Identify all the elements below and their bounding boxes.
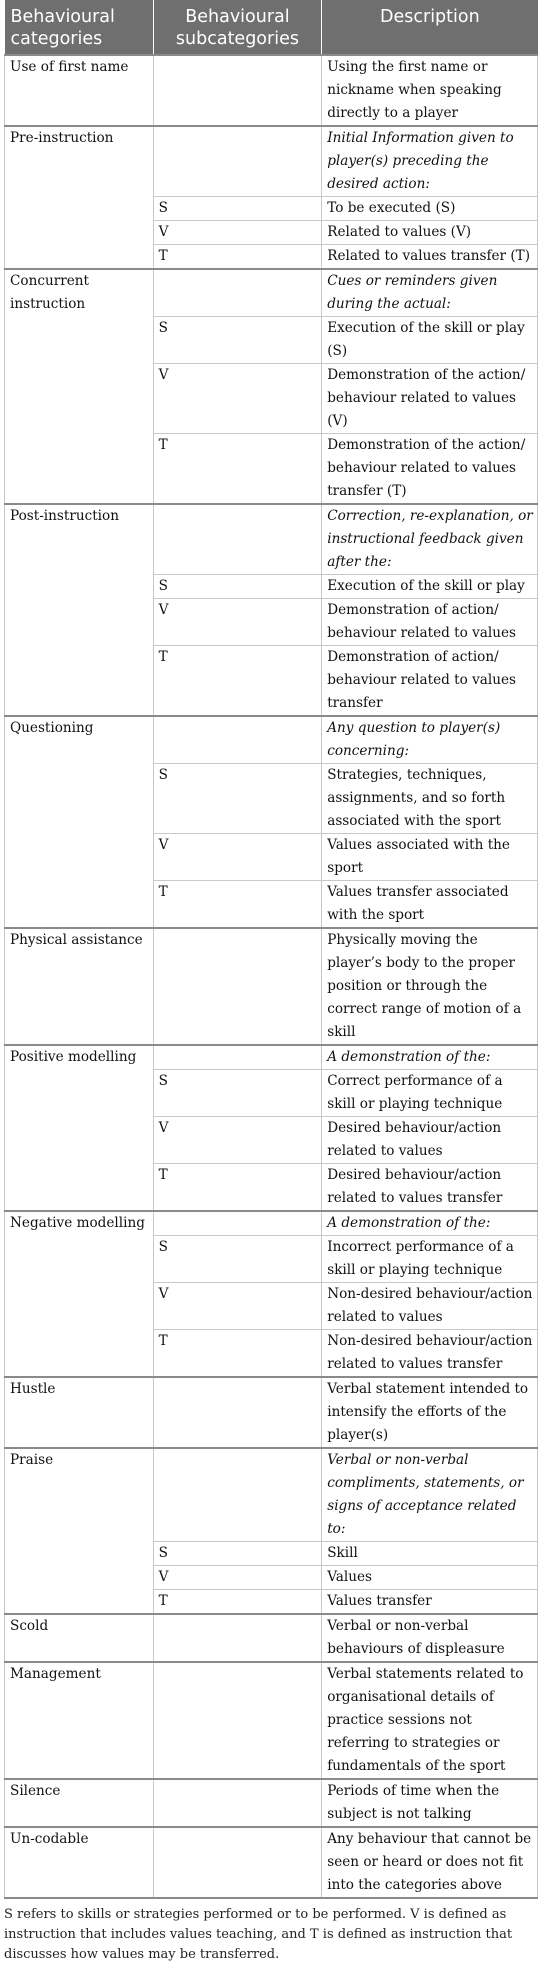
category-cell: Positive modelling xyxy=(5,1045,154,1211)
category-cell: Scold xyxy=(5,1614,154,1662)
description-cell: Using the first name or nickname when speaking directly to a player xyxy=(322,55,538,126)
table-row xyxy=(5,1448,538,1542)
category-cell: Negative modelling xyxy=(5,1211,154,1377)
subcategory-cell xyxy=(153,1662,322,1779)
table-row xyxy=(5,1045,538,1070)
description-cell: Demonstration of the action/ behaviour related to values (V) xyxy=(322,364,538,434)
table-row xyxy=(5,269,538,317)
subcategory-cell: V xyxy=(153,1117,322,1164)
table-footnote: S refers to skills or strategies performed or to be performed. V is defined as instruction that includes values teaching, and T is defined as instruction that discusses how values may be transferred. xyxy=(4,1907,513,1962)
category-cell: Un-codable xyxy=(5,1827,154,1898)
category-cell: Praise xyxy=(5,1448,154,1614)
category-cell: Pre-instruction xyxy=(5,126,154,269)
subcategory-cell: V xyxy=(153,1283,322,1330)
subcategory-cell: T xyxy=(153,1330,322,1378)
table-row xyxy=(5,1211,538,1236)
subcategory-cell: T xyxy=(153,1590,322,1615)
description-cell: Verbal statements related to organisational details of practice sessions not referring to strategies or fundamentals of the sport xyxy=(322,1662,538,1779)
table-row xyxy=(5,928,538,1045)
subcategory-cell xyxy=(153,1779,322,1827)
subcategory-cell: S xyxy=(153,1236,322,1283)
subcategory-cell: T xyxy=(153,434,322,505)
subcategory-cell xyxy=(153,1448,322,1542)
description-cell: Incorrect performance of a skill or playing technique xyxy=(322,1236,538,1283)
description-cell: Execution of the skill or play (S) xyxy=(322,317,538,364)
description-cell: Non-desired behaviour/action related to values transfer xyxy=(322,1330,538,1378)
header-row xyxy=(5,0,538,55)
description-cell: Physically moving the player’s body to the proper position or through the correct range of motion of a skill xyxy=(322,928,538,1045)
description-cell: Values transfer xyxy=(322,1590,538,1615)
description-cell: Demonstration of action/ behaviour related to values xyxy=(322,599,538,646)
subcategory-cell xyxy=(153,1377,322,1448)
header-categories: Behavioural categories xyxy=(5,0,154,55)
header-description: Description xyxy=(322,0,538,55)
description-cell: A demonstration of the: xyxy=(322,1211,538,1236)
description-cell: To be executed (S) xyxy=(322,197,538,221)
subcategory-cell xyxy=(153,716,322,764)
category-cell: Management xyxy=(5,1662,154,1779)
table-body xyxy=(5,55,538,1898)
table-row xyxy=(5,1614,538,1662)
subcategory-cell xyxy=(153,1211,322,1236)
category-cell: Post-instruction xyxy=(5,504,154,716)
description-cell: Related to values (V) xyxy=(322,221,538,245)
description-cell: Any question to player(s) concerning: xyxy=(322,716,538,764)
table-row xyxy=(5,1662,538,1779)
description-cell: A demonstration of the: xyxy=(322,1045,538,1070)
description-cell: Desired behaviour/action related to values xyxy=(322,1117,538,1164)
subcategory-cell: V xyxy=(153,599,322,646)
category-cell: Physical assistance xyxy=(5,928,154,1045)
behaviour-table xyxy=(4,0,538,1899)
subcategory-cell: V xyxy=(153,221,322,245)
table-row xyxy=(5,1377,538,1448)
description-cell: Verbal or non-verbal behaviours of displeasure xyxy=(322,1614,538,1662)
subcategory-cell: S xyxy=(153,1542,322,1566)
description-cell: Correction, re-explanation, or instructional feedback given after the: xyxy=(322,504,538,575)
description-cell: Any behaviour that cannot be seen or heard or does not fit into the categories above xyxy=(322,1827,538,1898)
subcategory-cell xyxy=(153,1614,322,1662)
description-cell: Desired behaviour/action related to values transfer xyxy=(322,1164,538,1212)
subcategory-cell: T xyxy=(153,646,322,717)
description-cell: Periods of time when the subject is not talking xyxy=(322,1779,538,1827)
subcategory-cell: T xyxy=(153,1164,322,1212)
subcategory-cell xyxy=(153,269,322,317)
description-cell: Demonstration of action/ behaviour related to values transfer xyxy=(322,646,538,717)
description-cell: Strategies, techniques, assignments, and so forth associated with the sport xyxy=(322,764,538,834)
description-cell: Non-desired behaviour/action related to values xyxy=(322,1283,538,1330)
subcategory-cell: T xyxy=(153,881,322,929)
category-cell: Hustle xyxy=(5,1377,154,1448)
category-cell: Silence xyxy=(5,1779,154,1827)
subcategory-cell: S xyxy=(153,575,322,599)
header-subcategories: Behavioural subcategories xyxy=(153,0,322,55)
category-cell: Questioning xyxy=(5,716,154,928)
table-row xyxy=(5,126,538,197)
subcategory-cell xyxy=(153,1827,322,1898)
description-cell: Demonstration of the action/ behaviour related to values transfer (T) xyxy=(322,434,538,505)
subcategory-cell xyxy=(153,55,322,126)
subcategory-cell: S xyxy=(153,1070,322,1117)
subcategory-cell xyxy=(153,928,322,1045)
description-cell: Initial Information given to player(s) preceding the desired action: xyxy=(322,126,538,197)
subcategory-cell: V xyxy=(153,364,322,434)
subcategory-cell: S xyxy=(153,317,322,364)
table-row xyxy=(5,1779,538,1827)
category-cell: Concurrent instruction xyxy=(5,269,154,504)
subcategory-cell: V xyxy=(153,834,322,881)
subcategory-cell xyxy=(153,126,322,197)
subcategory-cell: S xyxy=(153,764,322,834)
subcategory-cell: T xyxy=(153,245,322,270)
category-cell: Use of first name xyxy=(5,55,154,126)
description-cell: Verbal or non-verbal compliments, statements, or signs of acceptance related to: xyxy=(322,1448,538,1542)
table-row xyxy=(5,716,538,764)
description-cell: Values transfer associated with the sport xyxy=(322,881,538,929)
description-cell: Cues or reminders given during the actual: xyxy=(322,269,538,317)
description-cell: Execution of the skill or play xyxy=(322,575,538,599)
description-cell: Values xyxy=(322,1566,538,1590)
description-cell: Skill xyxy=(322,1542,538,1566)
subcategory-cell xyxy=(153,1045,322,1070)
table-row xyxy=(5,504,538,575)
subcategory-cell: V xyxy=(153,1566,322,1590)
subcategory-cell: S xyxy=(153,197,322,221)
description-cell: Related to values transfer (T) xyxy=(322,245,538,270)
description-cell: Values associated with the sport xyxy=(322,834,538,881)
description-cell: Correct performance of a skill or playing technique xyxy=(322,1070,538,1117)
description-cell: Verbal statement intended to intensify the efforts of the player(s) xyxy=(322,1377,538,1448)
table-row xyxy=(5,1827,538,1898)
table-row xyxy=(5,55,538,126)
subcategory-cell xyxy=(153,504,322,575)
